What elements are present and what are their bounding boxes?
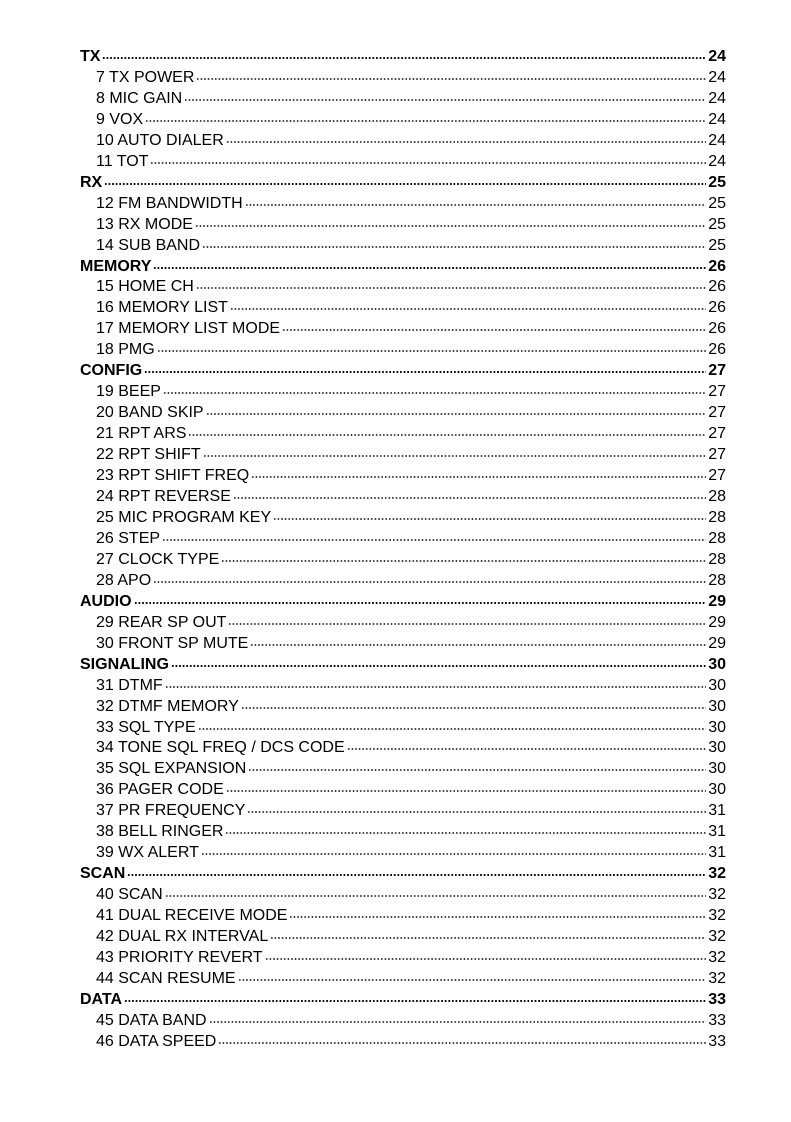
toc-entry[interactable] bbox=[80, 759, 726, 780]
dot-leader bbox=[188, 434, 706, 436]
toc-entry-label: 42 DUAL RX INTERVAL bbox=[96, 928, 269, 946]
toc-entry-label: 40 SCAN bbox=[96, 886, 163, 904]
toc-entry[interactable] bbox=[80, 529, 726, 550]
toc-entry-label: 44 SCAN RESUME bbox=[96, 969, 236, 987]
dot-leader bbox=[165, 895, 707, 897]
toc-entry-label: 38 BELL RINGER bbox=[96, 823, 224, 841]
toc-entry[interactable] bbox=[80, 906, 726, 927]
toc-entry-label: 46 DATA SPEED bbox=[96, 1032, 217, 1050]
toc-entry-label: 26 STEP bbox=[96, 529, 161, 547]
toc-entry-label: 7 TX POWER bbox=[96, 68, 195, 86]
toc-entry[interactable] bbox=[80, 927, 726, 948]
dot-leader bbox=[221, 560, 706, 562]
toc-page-number: 32 bbox=[708, 948, 726, 966]
toc-entry[interactable] bbox=[80, 340, 726, 361]
toc-entry-label: 8 MIC GAIN bbox=[96, 89, 183, 107]
toc-entry-label: 45 DATA BAND bbox=[96, 1011, 207, 1029]
toc-entry-label: 39 WX ALERT bbox=[96, 844, 199, 862]
toc-entry-label: 37 PR FREQUENCY bbox=[96, 802, 246, 820]
dot-leader bbox=[225, 832, 706, 834]
toc-entry-label: 43 PRIORITY REVERT bbox=[96, 948, 263, 966]
toc-page-number: 25 bbox=[708, 194, 726, 212]
toc-entry[interactable] bbox=[80, 718, 726, 739]
toc-entry[interactable] bbox=[80, 466, 726, 487]
toc-entry-label: 12 FM BANDWIDTH bbox=[96, 194, 243, 212]
toc-page-number: 30 bbox=[708, 697, 726, 715]
dot-leader bbox=[273, 518, 706, 520]
dot-leader bbox=[209, 1021, 707, 1023]
toc-entry[interactable] bbox=[80, 403, 726, 424]
toc-page-number: 25 bbox=[708, 173, 726, 191]
toc-entry-label: 20 BAND SKIP bbox=[96, 404, 204, 422]
toc-entry[interactable] bbox=[80, 1011, 726, 1032]
toc-entry-label: 25 MIC PROGRAM KEY bbox=[96, 508, 272, 526]
dot-leader bbox=[124, 1000, 706, 1002]
toc-entry-label: 29 REAR SP OUT bbox=[96, 613, 227, 631]
dot-leader bbox=[127, 874, 706, 876]
toc-entry-label: 10 AUTO DIALER bbox=[96, 131, 224, 149]
toc-entry[interactable] bbox=[80, 319, 726, 340]
toc-entry-label: 21 RPT ARS bbox=[96, 425, 187, 443]
toc-entry[interactable] bbox=[80, 1032, 726, 1053]
toc-entry-label: CONFIG bbox=[80, 362, 143, 380]
toc-page-number: 26 bbox=[708, 257, 726, 275]
toc-page-number: 33 bbox=[708, 1032, 726, 1050]
toc-entry[interactable] bbox=[80, 110, 726, 131]
toc-entry-label: TX bbox=[80, 48, 101, 65]
toc-entry[interactable] bbox=[80, 215, 726, 236]
toc-page-number: 29 bbox=[708, 613, 726, 631]
toc-section-heading[interactable] bbox=[80, 592, 726, 613]
toc-page-number: 27 bbox=[708, 404, 726, 422]
toc-entry[interactable] bbox=[80, 298, 726, 319]
dot-leader bbox=[282, 329, 706, 331]
toc-entry[interactable] bbox=[80, 676, 726, 697]
toc-section-heading[interactable] bbox=[80, 257, 726, 278]
toc-page-number: 32 bbox=[708, 865, 726, 883]
toc-entry[interactable] bbox=[80, 948, 726, 969]
dot-leader bbox=[102, 57, 706, 59]
dot-leader bbox=[153, 267, 706, 269]
toc-page-number: 26 bbox=[708, 278, 726, 296]
toc-entry[interactable] bbox=[80, 424, 726, 445]
dot-leader bbox=[248, 769, 706, 771]
toc-entry-label: SIGNALING bbox=[80, 655, 169, 673]
dot-leader bbox=[228, 623, 706, 625]
toc-entry-label: 23 RPT SHIFT FREQ bbox=[96, 467, 250, 485]
toc-entry-label: 13 RX MODE bbox=[96, 215, 193, 233]
toc-entry-label: 16 MEMORY LIST bbox=[96, 299, 228, 317]
toc-section-heading[interactable] bbox=[80, 864, 726, 885]
toc-page-number: 32 bbox=[708, 886, 726, 904]
toc-entry[interactable] bbox=[80, 487, 726, 508]
toc-page-number: 30 bbox=[708, 760, 726, 778]
toc-page-number: 28 bbox=[708, 508, 726, 526]
dot-leader bbox=[134, 602, 707, 604]
dot-leader bbox=[150, 162, 706, 164]
toc-page-number: 25 bbox=[708, 236, 726, 254]
toc-page-number: 27 bbox=[708, 383, 726, 401]
dot-leader bbox=[233, 497, 706, 499]
toc-entry-label: 27 CLOCK TYPE bbox=[96, 550, 220, 568]
toc-entry[interactable] bbox=[80, 634, 726, 655]
dot-leader bbox=[153, 581, 706, 583]
toc-entry-label: SCAN bbox=[80, 865, 126, 883]
toc-entry-label: 19 BEEP bbox=[96, 383, 161, 401]
toc-entry[interactable] bbox=[80, 68, 726, 89]
dot-leader bbox=[198, 728, 707, 730]
toc-page-number: 28 bbox=[708, 571, 726, 589]
toc-entry-label: 22 RPT SHIFT bbox=[96, 446, 201, 464]
toc-entry[interactable] bbox=[80, 508, 726, 529]
dot-leader bbox=[241, 707, 706, 709]
toc-page-number: 32 bbox=[708, 969, 726, 987]
toc-entry-label: 18 PMG bbox=[96, 341, 155, 359]
toc-entry[interactable] bbox=[80, 969, 726, 990]
dot-leader bbox=[270, 937, 706, 939]
toc-entry[interactable] bbox=[80, 613, 726, 634]
toc-page-number: 30 bbox=[708, 676, 726, 694]
toc-page-number: 30 bbox=[708, 655, 726, 673]
toc-page-number: 32 bbox=[708, 907, 726, 925]
toc-entry[interactable] bbox=[80, 801, 726, 822]
toc-entry-label: MEMORY bbox=[80, 257, 152, 275]
toc-page-number: 27 bbox=[708, 362, 726, 380]
dot-leader bbox=[165, 686, 707, 688]
toc-page-number: 24 bbox=[708, 89, 726, 107]
toc-page-number: 24 bbox=[708, 68, 726, 86]
toc-entry-label: 9 VOX bbox=[96, 110, 144, 128]
toc-entry-label: RX bbox=[80, 173, 103, 191]
toc-entry-label: 14 SUB BAND bbox=[96, 236, 201, 254]
toc-entry-label: 30 FRONT SP MUTE bbox=[96, 634, 249, 652]
toc-page-number: 33 bbox=[708, 1011, 726, 1029]
toc-entry-label: 15 HOME CH bbox=[96, 278, 194, 296]
toc-page-number: 28 bbox=[708, 529, 726, 547]
toc-page-number: 30 bbox=[708, 781, 726, 799]
toc-page-number: 29 bbox=[708, 634, 726, 652]
toc-entry-label: DATA bbox=[80, 990, 123, 1008]
toc-entry-label: 36 PAGER CODE bbox=[96, 781, 224, 799]
toc-page-number: 24 bbox=[708, 48, 726, 65]
toc-page-number: 31 bbox=[708, 844, 726, 862]
dot-leader bbox=[250, 644, 706, 646]
toc-entry[interactable] bbox=[80, 89, 726, 110]
toc-entry[interactable] bbox=[80, 780, 726, 801]
toc-entry-label: 34 TONE SQL FREQ / DCS CODE bbox=[96, 739, 345, 757]
dot-leader bbox=[238, 979, 707, 981]
dot-leader bbox=[162, 539, 706, 541]
toc-page-number: 25 bbox=[708, 215, 726, 233]
toc-entry-label: 24 RPT REVERSE bbox=[96, 488, 231, 506]
dot-leader bbox=[251, 476, 706, 478]
dot-leader bbox=[218, 1042, 706, 1044]
toc-section-heading[interactable] bbox=[80, 173, 726, 194]
toc-entry-label: 31 DTMF bbox=[96, 676, 163, 694]
dot-leader bbox=[163, 392, 706, 394]
toc-page-number: 32 bbox=[708, 928, 726, 946]
dot-leader bbox=[230, 308, 706, 310]
dot-leader bbox=[201, 853, 706, 855]
toc-page-number: 24 bbox=[708, 110, 726, 128]
dot-leader bbox=[196, 78, 706, 80]
toc-entry[interactable] bbox=[80, 885, 726, 906]
toc-entry[interactable] bbox=[80, 550, 726, 571]
dot-leader bbox=[144, 371, 706, 373]
dot-leader bbox=[226, 141, 706, 143]
toc-entry[interactable] bbox=[80, 738, 726, 759]
dot-leader bbox=[265, 958, 707, 960]
toc-entry[interactable] bbox=[80, 571, 726, 592]
toc-page-number: 30 bbox=[708, 718, 726, 736]
toc-entry-label: 33 SQL TYPE bbox=[96, 718, 196, 736]
toc-entry[interactable] bbox=[80, 697, 726, 718]
toc-entry-label: 28 APO bbox=[96, 571, 152, 589]
dot-leader bbox=[157, 350, 707, 352]
toc-page-number: 30 bbox=[708, 739, 726, 757]
toc-entry-label: 11 TOT bbox=[96, 152, 149, 170]
toc-page-number: 28 bbox=[708, 550, 726, 568]
toc-section-heading[interactable] bbox=[80, 990, 726, 1011]
toc-page-number: 31 bbox=[708, 802, 726, 820]
dot-leader bbox=[226, 790, 706, 792]
dot-leader bbox=[247, 811, 706, 813]
toc-entry[interactable] bbox=[80, 382, 726, 403]
toc-entry-label: 35 SQL EXPANSION bbox=[96, 760, 247, 778]
toc-page-number: 24 bbox=[708, 131, 726, 149]
dot-leader bbox=[206, 413, 707, 415]
toc-page-number: 27 bbox=[708, 467, 726, 485]
toc-entry[interactable] bbox=[80, 194, 726, 215]
toc-entry[interactable] bbox=[80, 236, 726, 257]
toc-page-number: 29 bbox=[708, 592, 726, 610]
dot-leader bbox=[196, 287, 706, 289]
dot-leader bbox=[184, 99, 706, 101]
dot-leader bbox=[104, 183, 706, 185]
toc-entry-label: 41 DUAL RECEIVE MODE bbox=[96, 907, 288, 925]
toc-page-number: 33 bbox=[708, 990, 726, 1008]
toc-section-heading[interactable] bbox=[80, 655, 726, 676]
dot-leader bbox=[289, 916, 706, 918]
dot-leader bbox=[171, 665, 706, 667]
dot-leader bbox=[203, 455, 707, 457]
dot-leader bbox=[347, 748, 707, 750]
toc-page-number: 26 bbox=[708, 341, 726, 359]
toc-entry-label: 32 DTMF MEMORY bbox=[96, 697, 239, 715]
toc-entry[interactable] bbox=[80, 445, 726, 466]
toc-entry[interactable] bbox=[80, 822, 726, 843]
toc-page-number: 27 bbox=[708, 425, 726, 443]
toc-entry[interactable] bbox=[80, 277, 726, 298]
toc-page-number: 27 bbox=[708, 446, 726, 464]
toc-page-number: 31 bbox=[708, 823, 726, 841]
dot-leader bbox=[195, 225, 706, 227]
toc-page-number: 26 bbox=[708, 320, 726, 338]
toc-entry[interactable] bbox=[80, 131, 726, 152]
toc-page-number: 26 bbox=[708, 299, 726, 317]
dot-leader bbox=[245, 204, 707, 206]
table-of-contents bbox=[80, 47, 726, 1053]
toc-entry[interactable] bbox=[80, 843, 726, 864]
toc-section-heading[interactable] bbox=[80, 361, 726, 382]
toc-section-heading[interactable] bbox=[80, 47, 726, 68]
dot-leader bbox=[145, 120, 706, 122]
toc-entry-label: AUDIO bbox=[80, 592, 132, 610]
toc-page-number: 24 bbox=[708, 152, 726, 170]
dot-leader bbox=[202, 246, 706, 248]
toc-entry[interactable] bbox=[80, 152, 726, 173]
toc-entry-label: 17 MEMORY LIST MODE bbox=[96, 320, 281, 338]
toc-page-number: 28 bbox=[708, 488, 726, 506]
